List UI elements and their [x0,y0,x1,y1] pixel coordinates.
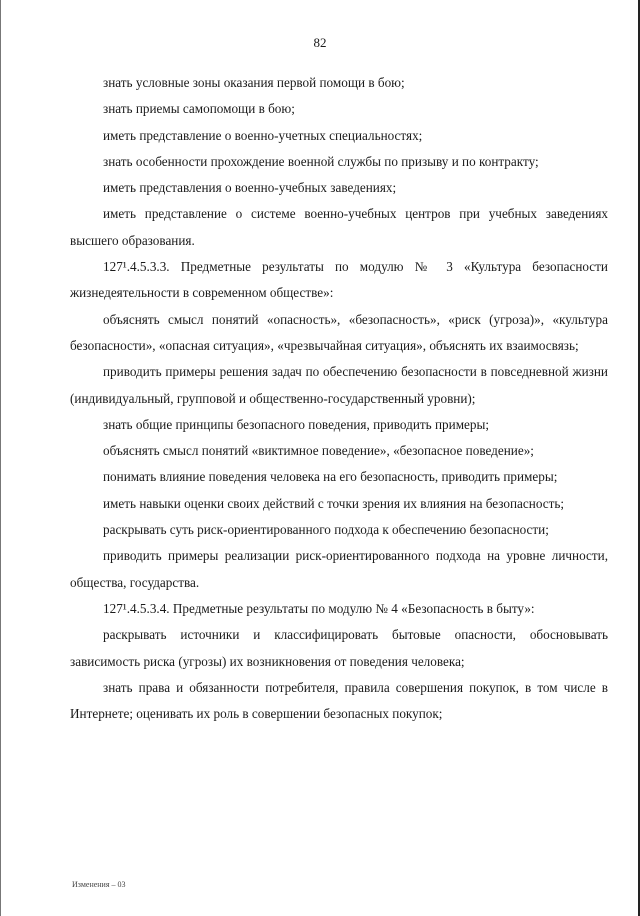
paragraph: раскрывать источники и классифицировать бытовые опасности, обосновывать зависимость риска (угрозы) их возникновения от поведения человека; [70,627,608,669]
page-number: 82 [313,35,327,50]
paragraph: раскрывать суть риск-ориентированного подхода к обеспечению безопасности; [103,522,549,538]
paragraph: знать приемы самопомощи в бою; [103,101,295,117]
paragraph: объяснять смысл понятий «виктимное поведение», «безопасное поведение»; [103,443,534,459]
paragraph: иметь представления о военно-учебных заведениях; [103,180,397,196]
paragraph: приводить примеры реализации риск-ориентированного подхода на уровне личности, общества, государства. [70,548,608,590]
scan-edge-left [0,0,1,916]
paragraph: объяснять смысл понятий «опасность», «безопасность», «риск (угроза)», «культура безопасности», «опасная ситуация», «чрезвычайная ситуация», объяснять их взаимосвязь; [70,311,608,353]
section-heading: 127¹.4.5.3.4. Предметные результаты по модулю № 4 «Безопасность в быту»: [103,600,535,616]
paragraph: знать права и обязанности потребителя, правила совершения покупок, в том числе в Интернете; оценивать их роль в совершении безопасных покупок; [70,679,608,722]
footer-note: Изменения – 03 [72,880,126,889]
paragraph: приводить примеры решения задач по обеспечению безопасности в повседневной жизни (индивидуальный, групповой и общественно-государственный уровни); [70,364,608,406]
paragraph: знать общие принципы безопасного поведения, приводить примеры; [103,416,490,432]
paragraph: понимать влияние поведения человека на его безопасность, приводить примеры; [103,469,558,485]
paragraph: иметь представление о системе военно-учебных центров при учебных заведениях высшего образования. [70,206,608,248]
document-body [70,70,608,727]
paragraph: знать особенности прохождение военной службы по призыву и по контракту; [103,153,539,169]
paragraph: иметь навыки оценки своих действий с точки зрения их влияния на безопасность; [103,495,565,511]
paragraph: знать условные зоны оказания первой помощи в бою; [103,75,405,90]
section-heading: 127¹.4.5.3.3. Предметные результаты по модулю № 3 «Культура безопасности жизнедеятельности в современном обществе»: [70,259,608,301]
paragraph: иметь представление о военно-учетных специальностях; [103,127,423,143]
